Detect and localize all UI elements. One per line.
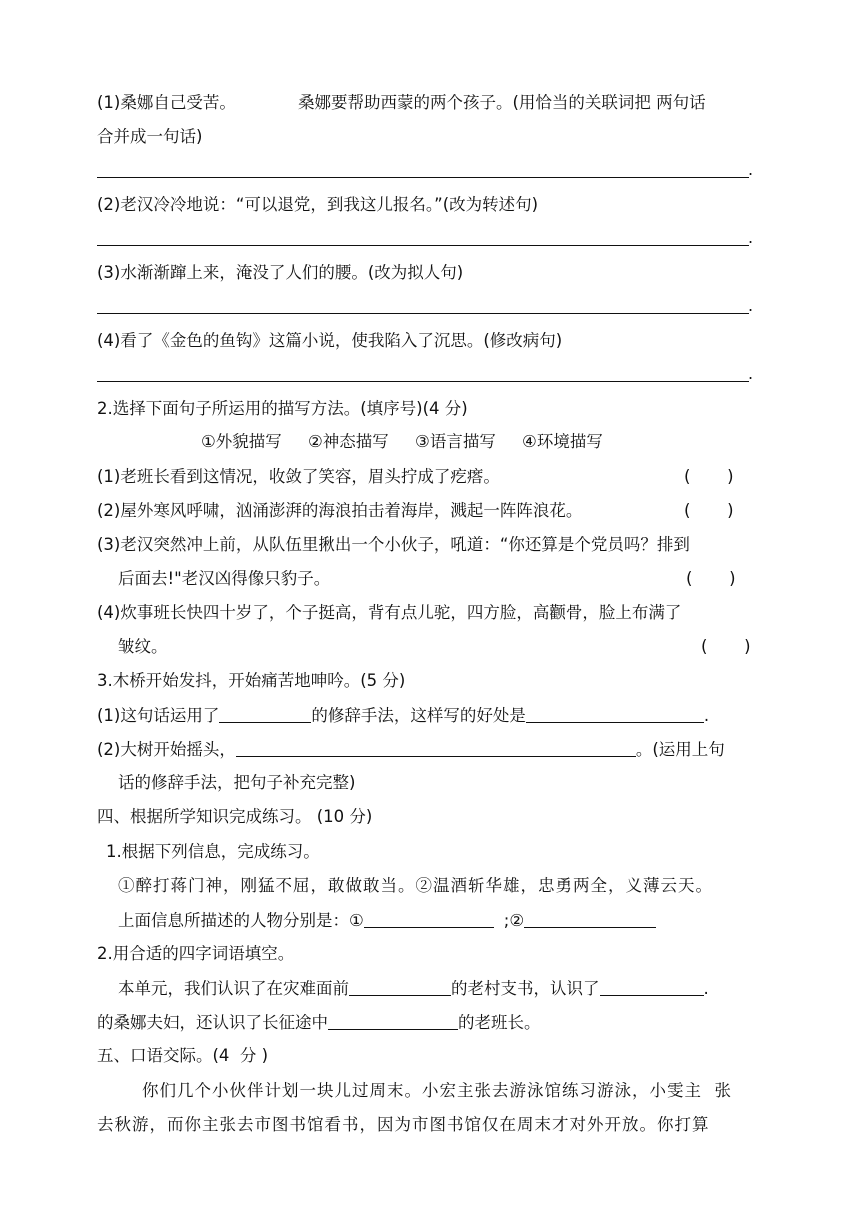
q2-sentence-4a: (4)炊事班长快四十岁了，个子挺高，背有点儿驼，四方脸，高颧骨，脸上布满了: [97, 603, 682, 622]
answer-blank-person-1[interactable]: [364, 909, 494, 928]
answer-blank-complete-sentence[interactable]: [236, 738, 636, 757]
q3-sentence-2-cont: 话的修辞手法，把句子补充完整): [118, 773, 356, 792]
sec4-q2-text-d: 的老班长。: [458, 1013, 541, 1032]
answer-paren-2[interactable]: ( ): [684, 501, 734, 520]
answer-line-1[interactable]: [97, 177, 749, 178]
q2-sentence-3a: (3)老汉突然冲上前，从队伍里揪出一个小伙子，吼道：“你还算是个党员吗？排到: [97, 535, 690, 554]
answer-blank-benefit[interactable]: [526, 704, 704, 723]
q2-title: 2.选择下面句子所运用的描写方法。(填序号)(4 分): [97, 399, 468, 418]
sec4-q1-ask-a: 上面信息所描述的人物分别是：①: [118, 911, 364, 930]
section-4-title: 四、根据所学知识完成练习。 (10 分): [97, 807, 373, 826]
q1-item4: (4)看了《金色的鱼钩》这篇小说，使我陷入了沉思。(修改病句): [97, 331, 563, 350]
q1-item1-part-c: 合并成一句话): [97, 127, 203, 146]
q1-item1-part-a: (1)桑娜自己受苦。: [97, 93, 236, 112]
answer-blank-rhetoric[interactable]: [219, 704, 311, 723]
sec5-paragraph-line-1: 你们几个小伙伴计划一块儿过周末。小宏主张去游泳馆练习游泳，小雯主 张: [142, 1081, 732, 1100]
q3-s1-text-a: (1)这句话运用了: [97, 706, 220, 725]
period-mark: .: [703, 979, 709, 998]
answer-blank-idiom-2[interactable]: [600, 977, 704, 996]
sec4-q1-title: 1.根据下列信息，完成练习。: [106, 842, 320, 861]
period-mark: .: [748, 364, 754, 383]
sec4-q2-title: 2.用合适的四字词语填空。: [97, 944, 295, 963]
answer-line-3[interactable]: [97, 313, 749, 314]
answer-paren-1[interactable]: ( ): [684, 467, 734, 486]
q2-sentence-3b: 后面去!"老汉凶得像只豹子。: [118, 569, 331, 588]
q3-s2-text-b: 。(运用上句: [635, 740, 725, 759]
period-mark: .: [748, 228, 754, 247]
q2-sentence-2: (2)屋外寒风呼啸，汹涌澎湃的海浪拍击着海岸，溅起一阵阵浪花。: [97, 501, 583, 520]
answer-blank-idiom-3[interactable]: [328, 1011, 458, 1030]
q3-s2-text-a: (2)大树开始摇头，: [97, 740, 236, 759]
q1-item1-part-b: 桑娜要帮助西蒙的两个孩子。(用恰当的关联词把 两句话: [298, 93, 706, 112]
q2-sentence-1: (1)老班长看到这情况，收敛了笑容，眉头拧成了疙瘩。: [97, 467, 500, 486]
sec4-q2-line-1: [118, 977, 709, 1000]
q3-sentence-1: [97, 704, 709, 727]
section-5-title: 五、口语交际。(4 分 ): [97, 1046, 269, 1065]
q1-item3: (3)水渐渐蹿上来，淹没了人们的腰。(改为拟人句): [97, 263, 464, 282]
sec4-q1-info: ①醉打蒋门神，刚猛不屈，敢做敢当。②温酒斩华雄，忠勇两全，义薄云天。: [118, 876, 713, 895]
period-mark: .: [748, 296, 754, 315]
q3-sentence-2: [97, 738, 725, 761]
sec4-q2-text-b: 的老村支书，认识了: [451, 979, 600, 998]
q3-s1-text-b: 的修辞手法，这样写的好处是: [311, 706, 526, 725]
q3-title: 3.木桥开始发抖，开始痛苦地呻吟。(5 分): [97, 671, 406, 690]
answer-blank-person-2[interactable]: [524, 909, 656, 928]
sec4-q1-ask: [118, 909, 656, 932]
sec4-q2-text-a: 本单元，我们认识了在灾难面前: [118, 979, 349, 998]
answer-line-4[interactable]: [97, 381, 749, 382]
q2-options: ①外貌描写 ②神态描写 ③语言描写 ④环境描写: [201, 432, 603, 451]
answer-line-2[interactable]: [97, 245, 749, 246]
sec4-q2-line-2: [97, 1011, 541, 1034]
q1-item2: (2)老汉冷冷地说：“可以退党，到我这儿报名。”(改为转述句): [97, 195, 539, 214]
sec5-paragraph-line-2: 去秋游，而你主张去市图书馆看书，因为市图书馆仅在周末才对外开放。你打算: [97, 1115, 710, 1134]
period-mark: .: [703, 706, 710, 725]
answer-blank-idiom-1[interactable]: [349, 977, 451, 996]
period-mark: .: [748, 160, 754, 179]
sec4-q1-ask-b: ;②: [503, 911, 525, 930]
q2-sentence-4b: 皱纹。: [118, 637, 168, 656]
answer-paren-4[interactable]: ( ): [701, 637, 751, 656]
sec4-q2-text-c: 的桑娜夫妇，还认识了长征途中: [97, 1013, 328, 1032]
answer-paren-3[interactable]: ( ): [686, 569, 736, 588]
